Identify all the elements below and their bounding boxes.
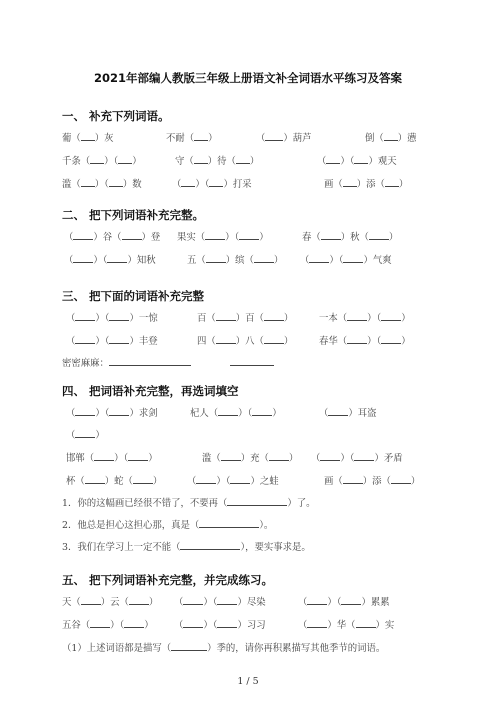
s4-item-3: （ ）耳盗: [319, 408, 377, 419]
s4-item-4: 邯郸（ ）（ ）: [66, 453, 158, 464]
s4-item-8: （ ）（ ）之蛙: [187, 476, 279, 487]
section-3-heading: 三、 把下面的词语补充完整: [62, 289, 205, 303]
s4-item-6: （ ）（ ）矛盾: [311, 453, 403, 464]
page-number: 1 / 5: [237, 676, 259, 687]
s1-item-4: 倒（ ）懑: [365, 133, 417, 144]
s1-item-3: （ ）葫芦: [256, 133, 312, 144]
s2-row-1: [62, 230, 442, 246]
s1-row-3: [62, 177, 442, 193]
s4-question-1: 1．你的这幅画已经很不错了，不要再（ ）了。: [62, 498, 316, 509]
s4-item-3-cont: （ ）: [66, 430, 105, 441]
s4-row-4: [62, 474, 442, 490]
s3-item-6: 春华（ ）（ ）: [319, 336, 411, 347]
s4-row-2: [62, 428, 442, 444]
s1-row-2: [62, 154, 442, 170]
s2-item-2: 果实（ ）（ ）: [177, 232, 269, 243]
s3-item-1: （ ）（ ）一惊: [66, 313, 158, 324]
s2-item-3: 春（ ）秋（ ）: [302, 232, 399, 243]
s4-item-1: （ ）（ ）求剑: [66, 408, 158, 419]
s4-row-1: [62, 406, 442, 422]
s4-question-3: 3．我们在学习上一定不能（ ），要实事求是。: [62, 542, 311, 553]
s2-row-2: [62, 253, 442, 269]
s5-item-6: （ ）华（ ）实: [298, 620, 395, 631]
s4-item-5: 滥（ ）充（ ）: [202, 453, 299, 464]
s2-item-4: （ ）（ ）知秋: [64, 255, 156, 266]
section-1-heading: 一、 补充下列词语。: [62, 109, 170, 123]
s4-item-7: 杯（ ）蛇（ ）: [66, 476, 163, 487]
s4-question-2: 2．他总是担心这担心那，真是（ ）。: [62, 520, 274, 531]
page-title: 2021年部编人教版三年级上册语文补全词语水平练习及答案: [93, 71, 402, 85]
section-4-heading: 四、 把词语补充完整，再选词填空: [62, 384, 239, 398]
s1-item-10: 画（ ）添（ ）: [324, 179, 409, 190]
s5-item-1: 天（ ）云（ ）: [62, 597, 159, 608]
s5-item-5: （ ）（ ）习习: [174, 620, 266, 631]
s2-item-5: 五（ ）缤（ ）: [187, 255, 284, 266]
s5-row-1: [62, 595, 442, 611]
section-2-heading: 二、 把下列词语补充完整。: [62, 208, 205, 222]
s4-item-2: 杞人（ ）（ ）: [190, 408, 282, 419]
s5-question-1: （1）上述词语都是描写（ ）季的，请你再积累描写其他季节的词语。: [62, 643, 386, 654]
s1-item-2: 不耐（ ）: [166, 133, 218, 144]
s3-row-2: [62, 334, 442, 350]
s5-item-3: （ ）（ ）累累: [298, 597, 390, 608]
s2-item-1: （ ）谷（ ）登: [64, 232, 161, 243]
s3-blank: [230, 356, 274, 372]
s1-item-8: 滥（ ）（ ）数: [62, 179, 142, 190]
s3-item-4: （ ）（ ）丰登: [66, 336, 158, 347]
section-5-heading: 五、 把下列词语补充完整，并完成练习。: [62, 573, 274, 587]
s1-item-1: 葡（ ）灰: [62, 133, 114, 144]
s3-item-5: 四（ ）八（ ）: [197, 336, 294, 347]
s2-item-6: （ ）（ ）气爽: [300, 255, 392, 266]
s5-item-4: 五谷（ ）（ ）: [62, 620, 154, 631]
s3-row-1: [62, 311, 442, 327]
s3-row-3: [62, 356, 442, 372]
s1-item-7: （ ）（ ）观天: [317, 156, 397, 167]
s4-item-9: 画（ ）添（ ）: [324, 476, 421, 487]
s1-item-6: 守（ ）待（ ）: [175, 156, 260, 167]
s1-row-1: [62, 131, 442, 147]
s4-row-3: [62, 451, 442, 467]
s3-item-7: 密密麻麻：: [62, 356, 191, 372]
s3-item-2: 百（ ）百（ ）: [197, 313, 294, 324]
s1-item-9: （ ）（ ）打采: [172, 179, 252, 190]
s3-item-3: 一本（ ）（ ）: [319, 313, 411, 324]
s5-item-2: （ ）（ ）尽染: [174, 597, 266, 608]
s5-row-2: [62, 618, 442, 634]
s1-item-5: 千条（ ）（ ）: [62, 156, 142, 167]
